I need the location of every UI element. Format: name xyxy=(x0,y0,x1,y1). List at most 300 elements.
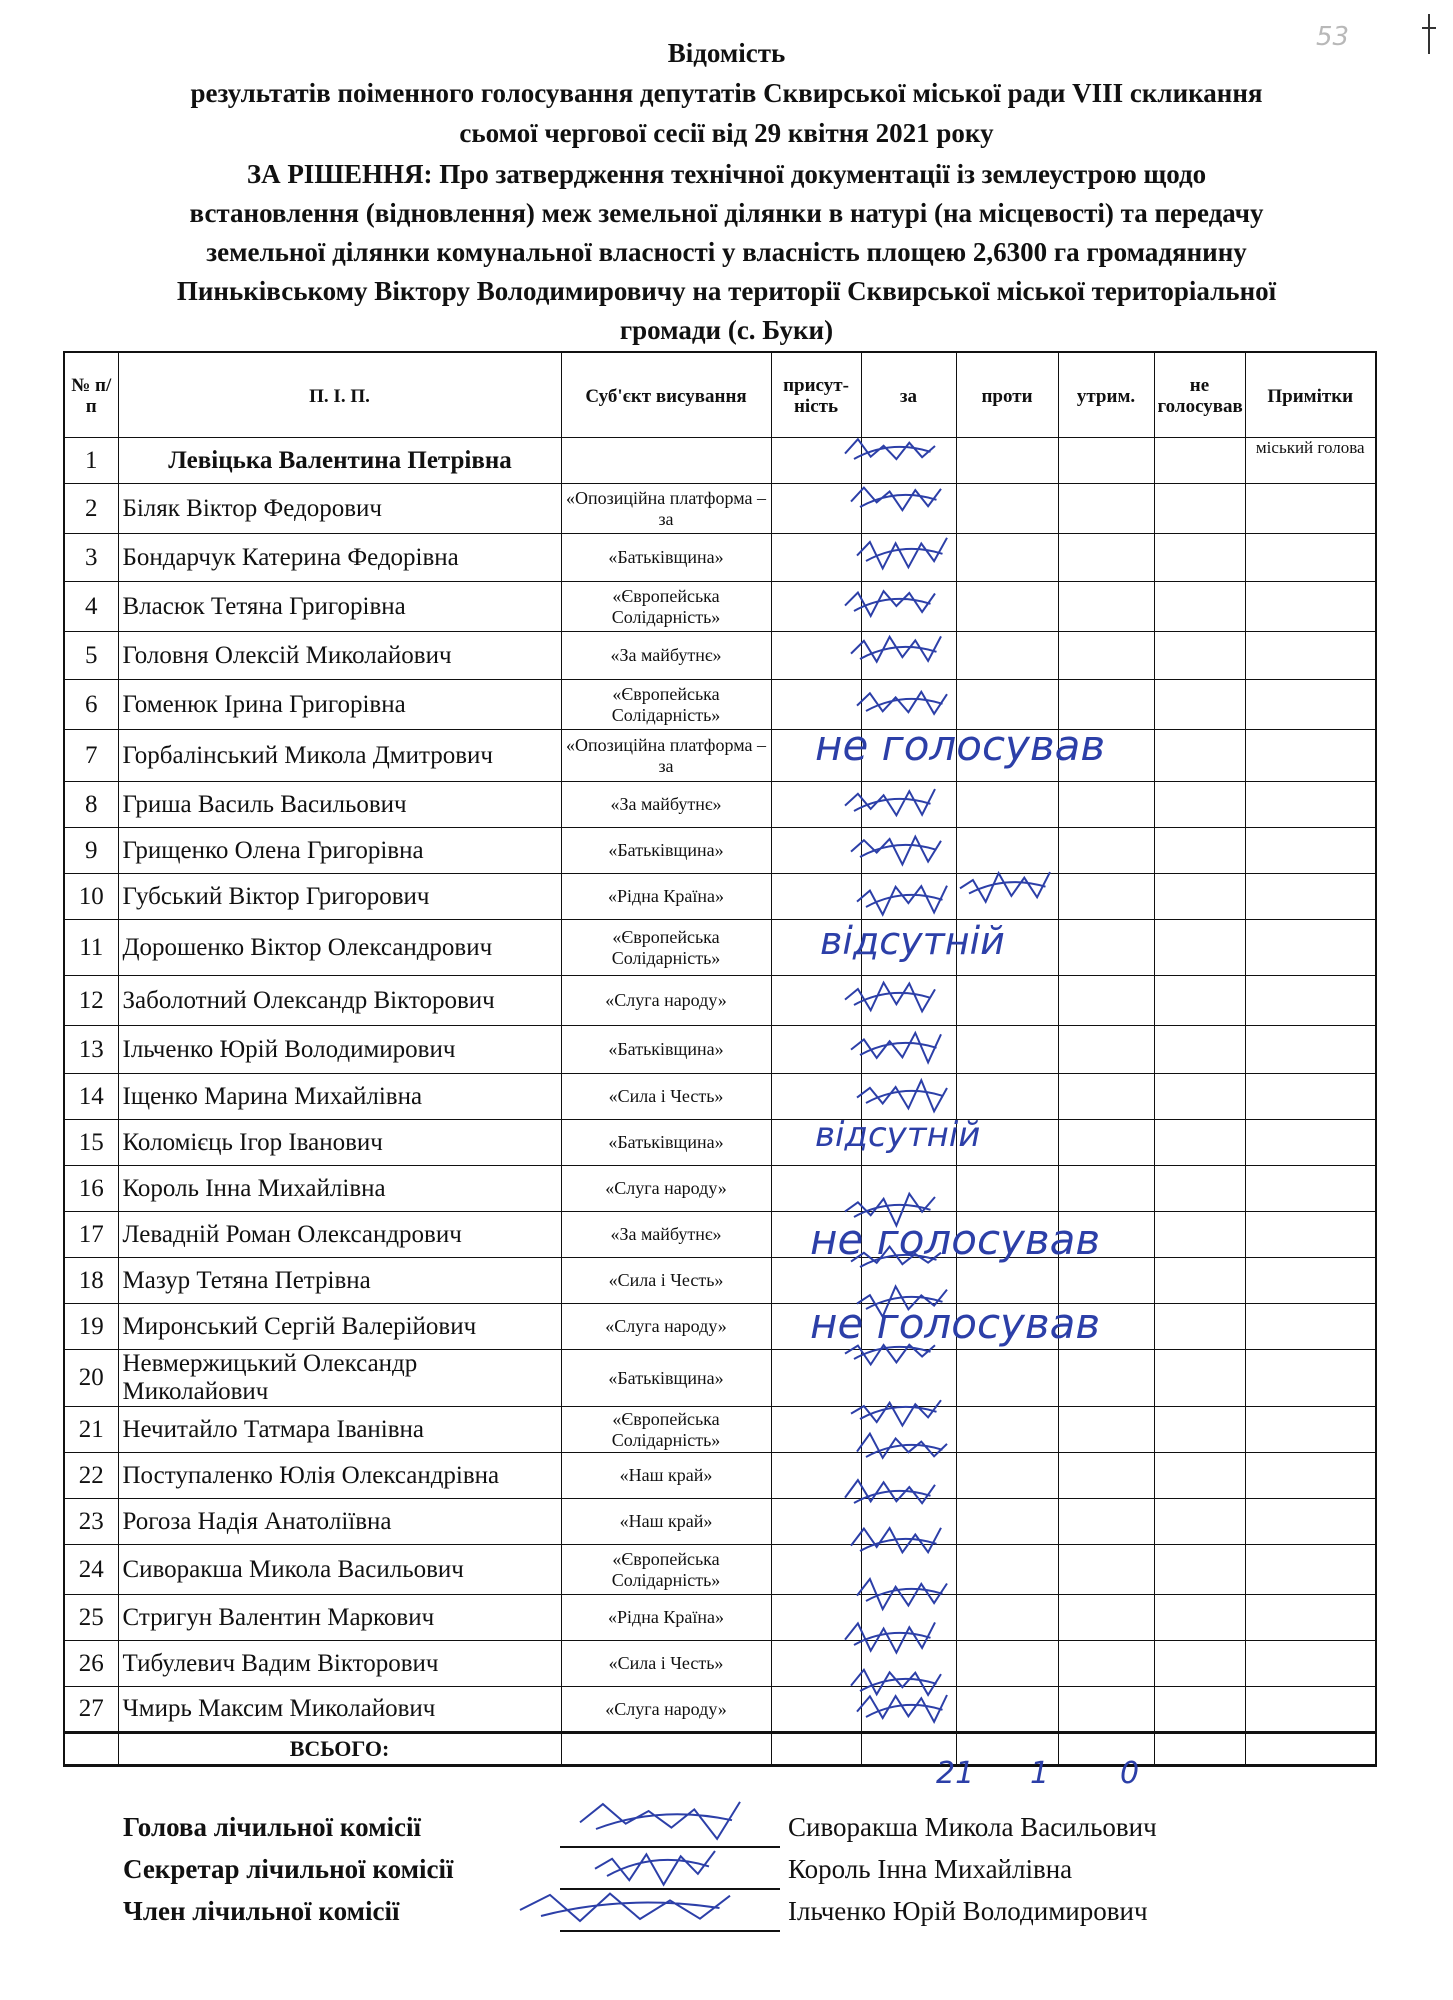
deputy-name: Тибулевич Вадим Вікторович xyxy=(118,1641,561,1687)
for-cell xyxy=(861,1545,956,1595)
row-number: 25 xyxy=(64,1595,118,1641)
table-row xyxy=(64,1687,1376,1733)
row-number: 4 xyxy=(64,582,118,632)
note-cell xyxy=(1245,1453,1376,1499)
for-cell xyxy=(861,632,956,680)
for-cell xyxy=(861,1026,956,1074)
abstain-cell xyxy=(1058,1026,1154,1074)
totals-num xyxy=(64,1733,118,1766)
deputy-name: Головня Олексій Миколайович xyxy=(118,632,561,680)
present-cell xyxy=(771,730,861,782)
present-cell xyxy=(771,534,861,582)
note-cell xyxy=(1245,1641,1376,1687)
note-cell xyxy=(1245,976,1376,1026)
note-cell xyxy=(1245,1166,1376,1212)
row-number: 24 xyxy=(64,1545,118,1595)
nominating-party: «Батьківщина» xyxy=(561,1350,771,1407)
nominating-party: «Слуга народу» xyxy=(561,976,771,1026)
deputy-name: Коломієць Ігор Іванович xyxy=(118,1120,561,1166)
totals-for xyxy=(861,1733,956,1766)
row-number: 3 xyxy=(64,534,118,582)
present-cell xyxy=(771,1407,861,1453)
nominating-party: «Батьківщина» xyxy=(561,828,771,874)
deputy-name: Заболотний Олександр Вікторович xyxy=(118,976,561,1026)
for-cell xyxy=(861,920,956,976)
row-number: 13 xyxy=(64,1026,118,1074)
row-number: 8 xyxy=(64,782,118,828)
against-cell xyxy=(956,680,1058,730)
header-num: № п/п xyxy=(64,352,118,438)
decision-line: Пиньківському Віктору Володимировичу на території Сквирської міської територіальної xyxy=(176,276,1277,306)
row-number: 27 xyxy=(64,1687,118,1733)
nominating-party: «Європейська Солідарність» xyxy=(561,680,771,730)
abstain-cell xyxy=(1058,438,1154,484)
present-cell xyxy=(771,1120,861,1166)
note-cell xyxy=(1245,1026,1376,1074)
page-number-mark: 53 xyxy=(1316,22,1350,52)
totals-abstain xyxy=(1058,1733,1154,1766)
table-row xyxy=(64,484,1376,534)
totals-present xyxy=(771,1733,861,1766)
present-cell xyxy=(771,782,861,828)
note-cell xyxy=(1245,1545,1376,1595)
row-number: 22 xyxy=(64,1453,118,1499)
document-subtitle-2: сьомої чергової сесії від 29 квітня 2021 року xyxy=(459,118,994,148)
not-voted-cell xyxy=(1154,1026,1245,1074)
not-voted-cell xyxy=(1154,920,1245,976)
row-number: 1 xyxy=(64,438,118,484)
for-cell xyxy=(861,1407,956,1453)
present-cell xyxy=(771,484,861,534)
against-cell xyxy=(956,828,1058,874)
table-row xyxy=(64,920,1376,976)
nominating-party: «Рідна Країна» xyxy=(561,874,771,920)
against-cell xyxy=(956,782,1058,828)
abstain-cell xyxy=(1058,730,1154,782)
against-cell xyxy=(956,1350,1058,1407)
table-row xyxy=(64,1499,1376,1545)
vote-table-body xyxy=(64,438,1376,1766)
nominating-party: «Сила і Честь» xyxy=(561,1641,771,1687)
against-cell xyxy=(956,1641,1058,1687)
decision-line: встановлення (відновлення) меж земельної ділянки в натурі (на місцевості) та передачу xyxy=(189,198,1264,228)
for-cell xyxy=(861,484,956,534)
for-cell xyxy=(861,1074,956,1120)
abstain-cell xyxy=(1058,582,1154,632)
deputy-name: Чмирь Максим Миколайович xyxy=(118,1687,561,1733)
deputy-name: Бондарчук Катерина Федорівна xyxy=(118,534,561,582)
nominating-party: «Батьківщина» xyxy=(561,1120,771,1166)
table-row xyxy=(64,534,1376,582)
not-voted-cell xyxy=(1154,1074,1245,1120)
table-row xyxy=(64,1595,1376,1641)
row-number: 19 xyxy=(64,1304,118,1350)
row-number: 23 xyxy=(64,1499,118,1545)
not-voted-cell xyxy=(1154,632,1245,680)
totals-party xyxy=(561,1733,771,1766)
nominating-party: «Слуга народу» xyxy=(561,1687,771,1733)
deputy-name: Король Інна Михайлівна xyxy=(118,1166,561,1212)
against-cell xyxy=(956,1687,1058,1733)
table-row xyxy=(64,1120,1376,1166)
nominating-party xyxy=(561,438,771,484)
present-cell xyxy=(771,1258,861,1304)
present-cell xyxy=(771,1304,861,1350)
table-row xyxy=(64,438,1376,484)
table-row xyxy=(64,1407,1376,1453)
row-number: 7 xyxy=(64,730,118,782)
nominating-party: «Сила і Честь» xyxy=(561,1258,771,1304)
abstain-cell xyxy=(1058,680,1154,730)
not-voted-cell xyxy=(1154,782,1245,828)
table-row xyxy=(64,874,1376,920)
present-cell xyxy=(771,1595,861,1641)
against-cell xyxy=(956,1120,1058,1166)
present-cell xyxy=(771,438,861,484)
nominating-party: «Наш край» xyxy=(561,1453,771,1499)
nominating-party: «За майбутнє» xyxy=(561,1212,771,1258)
total-abstain-value: 0 xyxy=(1120,1756,1140,1791)
against-cell xyxy=(956,1258,1058,1304)
abstain-cell xyxy=(1058,484,1154,534)
not-voted-cell xyxy=(1154,1453,1245,1499)
commission-member-name: Ільченко Юрій Володимирович xyxy=(788,1896,1148,1926)
abstain-cell xyxy=(1058,1407,1154,1453)
not-voted-cell xyxy=(1154,1641,1245,1687)
abstain-cell xyxy=(1058,1350,1154,1407)
present-cell xyxy=(771,1350,861,1407)
handwritten-not-voted: не голосував xyxy=(815,721,1106,770)
for-cell xyxy=(861,1212,956,1258)
note-cell xyxy=(1245,582,1376,632)
abstain-cell xyxy=(1058,1595,1154,1641)
deputy-name: Гоменюк Ірина Григорівна xyxy=(118,680,561,730)
commission-role: Член лічильної комісії xyxy=(123,1896,400,1926)
nominating-party: «Наш край» xyxy=(561,1499,771,1545)
deputy-name: Гриша Василь Васильович xyxy=(118,782,561,828)
for-cell xyxy=(861,1595,956,1641)
row-number: 10 xyxy=(64,874,118,920)
nominating-party: «За майбутнє» xyxy=(561,632,771,680)
deputy-name: Рогоза Надія Анатоліївна xyxy=(118,1499,561,1545)
deputy-name: Дорошенко Віктор Олександрович xyxy=(118,920,561,976)
decision-line: громади (с. Буки) xyxy=(619,315,834,345)
for-cell xyxy=(861,1350,956,1407)
row-number: 26 xyxy=(64,1641,118,1687)
against-cell xyxy=(956,484,1058,534)
deputy-name: Грищенко Олена Григорівна xyxy=(118,828,561,874)
deputy-name: Нечитайло Татмара Іванівна xyxy=(118,1407,561,1453)
table-row xyxy=(64,976,1376,1026)
header-abstain: утрим. xyxy=(1058,352,1154,438)
handwritten-not-voted: не голосував xyxy=(810,1299,1101,1348)
total-against-value: 1 xyxy=(1030,1756,1050,1791)
nominating-party: «Європейська Солідарність» xyxy=(561,582,771,632)
against-cell xyxy=(956,582,1058,632)
against-cell xyxy=(956,1499,1058,1545)
header-against: проти xyxy=(956,352,1058,438)
not-voted-cell xyxy=(1154,438,1245,484)
header-present: присут-ність xyxy=(771,352,861,438)
deputy-name: Власюк Тетяна Григорівна xyxy=(118,582,561,632)
note-cell xyxy=(1245,534,1376,582)
deputy-name: Біляк Віктор Федорович xyxy=(118,484,561,534)
for-cell xyxy=(861,582,956,632)
nominating-party: «Європейська Солідарність» xyxy=(561,1407,771,1453)
for-cell xyxy=(861,1120,956,1166)
against-cell xyxy=(956,920,1058,976)
table-row xyxy=(64,582,1376,632)
against-cell xyxy=(956,1407,1058,1453)
table-row xyxy=(64,1258,1376,1304)
note-cell xyxy=(1245,874,1376,920)
not-voted-cell xyxy=(1154,1407,1245,1453)
not-voted-cell xyxy=(1154,1595,1245,1641)
table-row xyxy=(64,1453,1376,1499)
note-cell xyxy=(1245,632,1376,680)
not-voted-cell xyxy=(1154,828,1245,874)
deputy-name: Левіцька Валентина Петрівна xyxy=(118,438,561,484)
present-cell xyxy=(771,1545,861,1595)
for-cell xyxy=(861,1499,956,1545)
row-number: 5 xyxy=(64,632,118,680)
abstain-cell xyxy=(1058,534,1154,582)
abstain-cell xyxy=(1058,1641,1154,1687)
commission-role: Секретар лічильної комісії xyxy=(123,1854,454,1884)
against-cell xyxy=(956,1304,1058,1350)
not-voted-cell xyxy=(1154,484,1245,534)
nominating-party: «Європейська Солідарність» xyxy=(561,1545,771,1595)
present-cell xyxy=(771,874,861,920)
present-cell xyxy=(771,976,861,1026)
note-cell xyxy=(1245,920,1376,976)
table-row xyxy=(64,1166,1376,1212)
abstain-cell xyxy=(1058,976,1154,1026)
abstain-cell xyxy=(1058,782,1154,828)
not-voted-cell xyxy=(1154,582,1245,632)
present-cell xyxy=(771,582,861,632)
not-voted-cell xyxy=(1154,1120,1245,1166)
note-cell xyxy=(1245,1074,1376,1120)
commission-signature xyxy=(520,1894,730,1921)
totals-against xyxy=(956,1733,1058,1766)
note-cell xyxy=(1245,1212,1376,1258)
nominating-party: «Європейська Солідарність» xyxy=(561,920,771,976)
against-cell xyxy=(956,1166,1058,1212)
against-cell xyxy=(956,1595,1058,1641)
row-number: 17 xyxy=(64,1212,118,1258)
decision-line: ЗА РІШЕННЯ: Про затвердження технічної документації із землеустрою щодо xyxy=(246,159,1207,189)
against-cell xyxy=(956,874,1058,920)
against-cell xyxy=(956,976,1058,1026)
table-header-row xyxy=(64,352,1376,438)
scan-edge-mark xyxy=(1422,14,1436,54)
not-voted-cell xyxy=(1154,1304,1245,1350)
against-cell xyxy=(956,632,1058,680)
row-number: 16 xyxy=(64,1166,118,1212)
abstain-cell xyxy=(1058,1499,1154,1545)
for-cell xyxy=(861,1304,956,1350)
nominating-party: «Рідна Країна» xyxy=(561,1595,771,1641)
note-cell: міський голова xyxy=(1245,438,1376,484)
note-cell xyxy=(1245,1120,1376,1166)
deputy-name: Горбалінський Микола Дмитрович xyxy=(118,730,561,782)
note-cell xyxy=(1245,1258,1376,1304)
nominating-party: «Слуга народу» xyxy=(561,1304,771,1350)
commission-member-name: Король Інна Михайлівна xyxy=(788,1854,1073,1884)
deputy-name: Левадній Роман Олександрович xyxy=(118,1212,561,1258)
deputy-name: Мазур Тетяна Петрівна xyxy=(118,1258,561,1304)
nominating-party: «Батьківщина» xyxy=(561,534,771,582)
nominating-party: «Сила і Честь» xyxy=(561,1074,771,1120)
deputy-name: Іщенко Марина Михайлівна xyxy=(118,1074,561,1120)
for-cell xyxy=(861,828,956,874)
signature-line xyxy=(560,1888,780,1890)
present-cell xyxy=(771,920,861,976)
row-number: 15 xyxy=(64,1120,118,1166)
nominating-party: «За майбутнє» xyxy=(561,782,771,828)
for-cell xyxy=(861,730,956,782)
for-cell xyxy=(861,976,956,1026)
row-number: 9 xyxy=(64,828,118,874)
not-voted-cell xyxy=(1154,1166,1245,1212)
not-voted-cell xyxy=(1154,1350,1245,1407)
not-voted-cell xyxy=(1154,1212,1245,1258)
against-cell xyxy=(956,1453,1058,1499)
vote-table xyxy=(63,351,1377,1767)
abstain-cell xyxy=(1058,1453,1154,1499)
deputy-name: Невмержицький Олександр Миколайович xyxy=(118,1350,561,1407)
for-cell xyxy=(861,1166,956,1212)
note-cell xyxy=(1245,730,1376,782)
note-cell xyxy=(1245,1304,1376,1350)
commission-member-name: Сиворакша Микола Васильович xyxy=(788,1812,1157,1842)
against-cell xyxy=(956,1074,1058,1120)
header-party: Суб'єкт висування xyxy=(561,352,771,438)
present-cell xyxy=(771,1499,861,1545)
abstain-cell xyxy=(1058,874,1154,920)
signature-line xyxy=(560,1846,780,1848)
table-row xyxy=(64,680,1376,730)
row-number: 11 xyxy=(64,920,118,976)
not-voted-cell xyxy=(1154,730,1245,782)
deputy-name: Поступаленко Юлія Олександрівна xyxy=(118,1453,561,1499)
present-cell xyxy=(771,1166,861,1212)
totals-label: ВСЬОГО: xyxy=(118,1733,561,1766)
abstain-cell xyxy=(1058,1074,1154,1120)
table-row xyxy=(64,1545,1376,1595)
deputy-name: Ільченко Юрій Володимирович xyxy=(118,1026,561,1074)
for-cell xyxy=(861,680,956,730)
note-cell xyxy=(1245,1687,1376,1733)
row-number: 2 xyxy=(64,484,118,534)
document-subtitle-1: результатів поіменного голосування депутатів Сквирської міської ради VIII скликання xyxy=(190,78,1263,108)
abstain-cell xyxy=(1058,1687,1154,1733)
note-cell xyxy=(1245,680,1376,730)
table-row xyxy=(64,1350,1376,1407)
abstain-cell xyxy=(1058,1120,1154,1166)
abstain-cell xyxy=(1058,1545,1154,1595)
for-cell xyxy=(861,1258,956,1304)
for-cell xyxy=(861,782,956,828)
present-cell xyxy=(771,1453,861,1499)
abstain-cell xyxy=(1058,1258,1154,1304)
row-number: 20 xyxy=(64,1350,118,1407)
header-for: за xyxy=(861,352,956,438)
totals-note xyxy=(1245,1733,1376,1766)
note-cell xyxy=(1245,828,1376,874)
against-cell xyxy=(956,438,1058,484)
for-cell xyxy=(861,438,956,484)
present-cell xyxy=(771,1074,861,1120)
deputy-name: Сиворакша Микола Васильович xyxy=(118,1545,561,1595)
nominating-party: «Опозиційна платформа – за xyxy=(561,484,771,534)
row-number: 6 xyxy=(64,680,118,730)
present-cell xyxy=(771,1026,861,1074)
handwritten-absent: відсутній xyxy=(815,1115,981,1155)
table-row xyxy=(64,828,1376,874)
totals-not-voted xyxy=(1154,1733,1245,1766)
not-voted-cell xyxy=(1154,534,1245,582)
abstain-cell xyxy=(1058,1304,1154,1350)
note-cell xyxy=(1245,484,1376,534)
document-title: Відомість xyxy=(667,38,786,68)
table-row xyxy=(64,730,1376,782)
abstain-cell xyxy=(1058,1166,1154,1212)
table-row xyxy=(64,782,1376,828)
note-cell xyxy=(1245,1499,1376,1545)
table-row xyxy=(64,1304,1376,1350)
abstain-cell xyxy=(1058,828,1154,874)
totals-row xyxy=(64,1733,1376,1766)
not-voted-cell xyxy=(1154,680,1245,730)
header-name: П. І. П. xyxy=(118,352,561,438)
commission-signature xyxy=(595,1851,715,1885)
for-cell xyxy=(861,1453,956,1499)
not-voted-cell xyxy=(1154,1545,1245,1595)
deputy-name: Миронський Сергій Валерійович xyxy=(118,1304,561,1350)
abstain-cell xyxy=(1058,632,1154,680)
deputy-name: Губський Віктор Григорович xyxy=(118,874,561,920)
not-voted-cell xyxy=(1154,1258,1245,1304)
handwritten-not-voted: не голосував xyxy=(810,1215,1101,1264)
row-number: 12 xyxy=(64,976,118,1026)
row-number: 21 xyxy=(64,1407,118,1453)
not-voted-cell xyxy=(1154,1499,1245,1545)
present-cell xyxy=(771,632,861,680)
against-cell xyxy=(956,1545,1058,1595)
header-not-voted: не голосував xyxy=(1154,352,1245,438)
decision-title xyxy=(40,155,1413,350)
not-voted-cell xyxy=(1154,1687,1245,1733)
abstain-cell xyxy=(1058,1212,1154,1258)
present-cell xyxy=(771,680,861,730)
signature-line xyxy=(560,1930,780,1932)
table-row xyxy=(64,1026,1376,1074)
present-cell xyxy=(771,1641,861,1687)
decision-line: земельної ділянки комунальної власності у власність площею 2,6300 га громадянину xyxy=(206,237,1247,267)
total-for-value: 21 xyxy=(936,1756,975,1791)
against-cell xyxy=(956,1026,1058,1074)
note-cell xyxy=(1245,1595,1376,1641)
for-cell xyxy=(861,534,956,582)
against-cell xyxy=(956,534,1058,582)
row-number: 14 xyxy=(64,1074,118,1120)
handwritten-absent: відсутній xyxy=(820,919,1005,963)
for-cell xyxy=(861,1641,956,1687)
nominating-party: «Опозиційна платформа – за xyxy=(561,730,771,782)
not-voted-cell xyxy=(1154,874,1245,920)
